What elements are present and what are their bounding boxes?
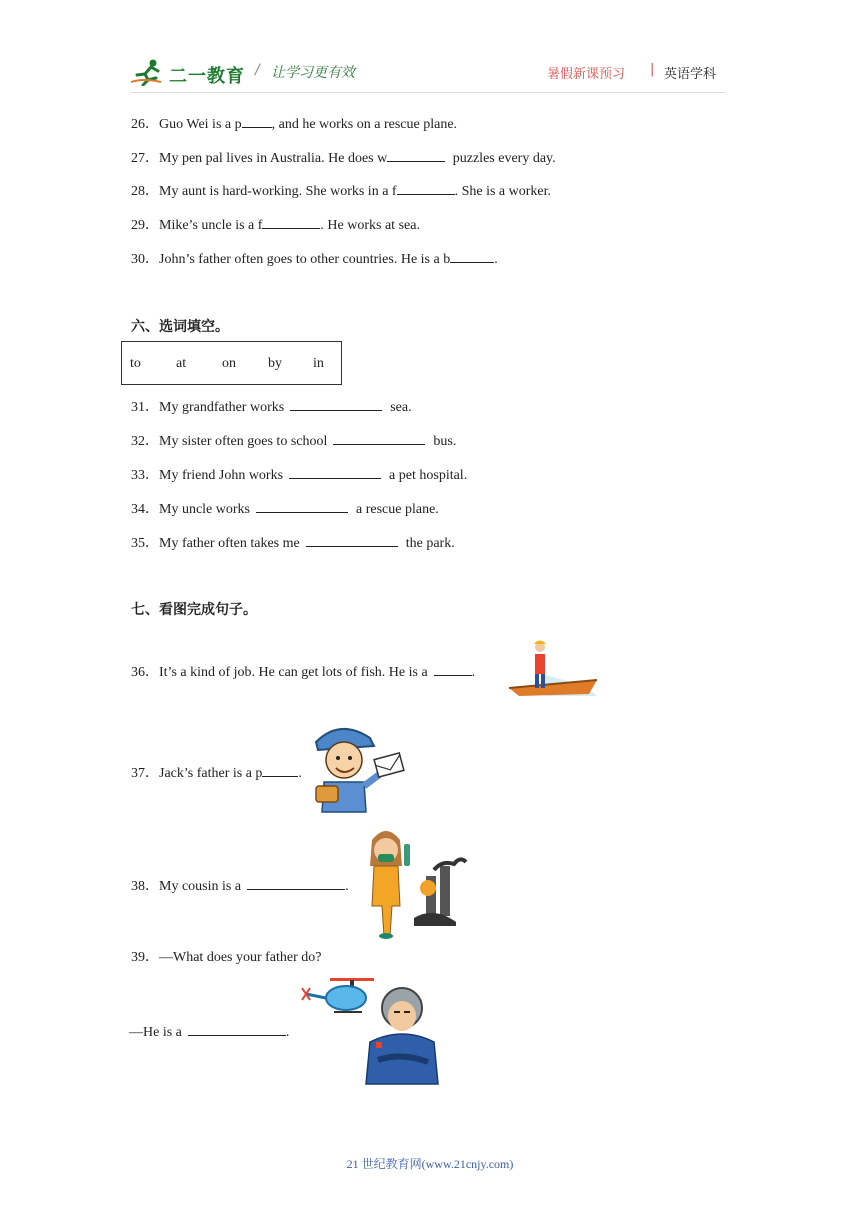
question-text: My pen pal lives in Australia. He does w [159,151,388,166]
question-number: 35． [131,536,159,551]
answer-text: —He is a [129,1025,182,1040]
question-number: 32． [131,434,159,449]
question-text-end: . [345,879,349,894]
question-number: 33． [131,468,159,483]
question-27 [131,148,556,168]
question-text: My uncle works [159,502,250,517]
section-6-title: 六、选词填空。 [131,319,229,335]
question-text-end: the park. [405,536,455,551]
question-number: 39． [131,950,159,965]
logo-runner-icon [131,58,165,86]
question-text: It’s a kind of job. He can get lots of fish. He is a [159,665,428,680]
question-29 [131,215,420,235]
question-number: 29． [131,218,159,233]
question-text: Jack’s father is a p [159,766,263,781]
question-number: 27． [131,151,159,166]
header [131,52,725,92]
question-number: 30． [131,252,159,267]
word-bank [121,341,342,385]
slogan-slash: / [255,62,260,78]
question-text: John’s father often goes to other countries. He is a b [159,252,451,267]
question-number: 26． [131,117,159,132]
question-text: My sister often goes to school [159,434,328,449]
question-35 [131,533,455,553]
answer-blank[interactable] [256,499,348,513]
answer-blank[interactable] [333,431,425,445]
question-number: 31． [131,400,159,415]
question-text-end: . [298,766,302,781]
question-text-end: . He works at sea. [320,218,420,233]
question-37 [131,763,302,783]
question-39 [131,949,322,967]
question-31 [131,397,412,417]
question-33 [131,465,467,485]
question-text-end: . She is a worker. [454,184,552,199]
question-text: —What does your father do? [159,950,322,965]
question-number: 38． [131,879,159,894]
question-text-end: . [494,252,498,267]
subject-label: 英语学科 [664,67,717,82]
question-text: My aunt is hard-working. She works in a f [159,184,397,199]
question-number: 37． [131,766,159,781]
header-divider-line [131,92,725,93]
question-text-end: . [471,665,476,680]
word-option: on [222,356,236,371]
question-text-end: bus. [433,434,457,449]
word-option: by [268,356,282,371]
question-text-end: puzzles every day. [449,151,556,166]
question-34 [131,499,439,519]
pilot-helicopter-icon [300,976,444,1086]
question-text-end: a rescue plane. [356,502,439,517]
question-text-end: , and he works on a rescue plane. [271,117,458,132]
course-label: 暑假新课预习 [547,67,626,82]
word-option: at [176,356,187,371]
question-26 [131,114,457,134]
answer-blank[interactable] [242,114,272,128]
answer-blank[interactable] [306,533,398,547]
question-39-answer [129,1022,289,1042]
question-text: My father often takes me [159,536,300,551]
question-text: My cousin is a [159,879,242,894]
answer-blank[interactable] [387,148,445,162]
answer-blank[interactable] [290,397,382,411]
answer-blank[interactable] [450,249,494,263]
question-text: My grandfather works [159,400,285,415]
word-option: to [130,356,141,371]
section-7-title: 七、看图完成句子。 [131,602,257,618]
word-option: in [313,356,324,371]
answer-blank[interactable] [247,876,345,890]
question-text: My friend John works [159,468,284,483]
answer-blank[interactable] [289,465,381,479]
question-number: 28． [131,184,159,199]
answer-blank[interactable] [397,181,455,195]
answer-blank[interactable] [262,763,298,777]
fisherman-boat-icon [505,634,601,706]
question-text: Guo Wei is a p [159,117,242,132]
question-text-end: sea. [390,400,412,415]
answer-blank[interactable] [434,662,472,676]
question-number: 34． [131,502,159,517]
answer-blank[interactable] [262,215,320,229]
question-text-end: a pet hospital. [389,468,468,483]
question-38 [131,876,349,896]
question-32 [131,431,456,451]
logo-text: 二一教育 [169,66,245,87]
answer-text-end: . [285,1025,290,1040]
question-28 [131,181,551,201]
header-divider: | [650,62,655,77]
question-text: Mike’s uncle is a f [159,218,263,233]
slogan: 让学习更有效 [271,65,355,81]
postman-icon [310,720,406,816]
scientist-factory-icon [364,826,468,940]
footer-source: 21 世纪教育网(www.21cnjy.com) [346,1157,514,1171]
answer-blank[interactable] [188,1022,286,1036]
question-number: 36． [131,665,159,680]
question-30 [131,249,498,269]
question-36 [131,662,475,682]
